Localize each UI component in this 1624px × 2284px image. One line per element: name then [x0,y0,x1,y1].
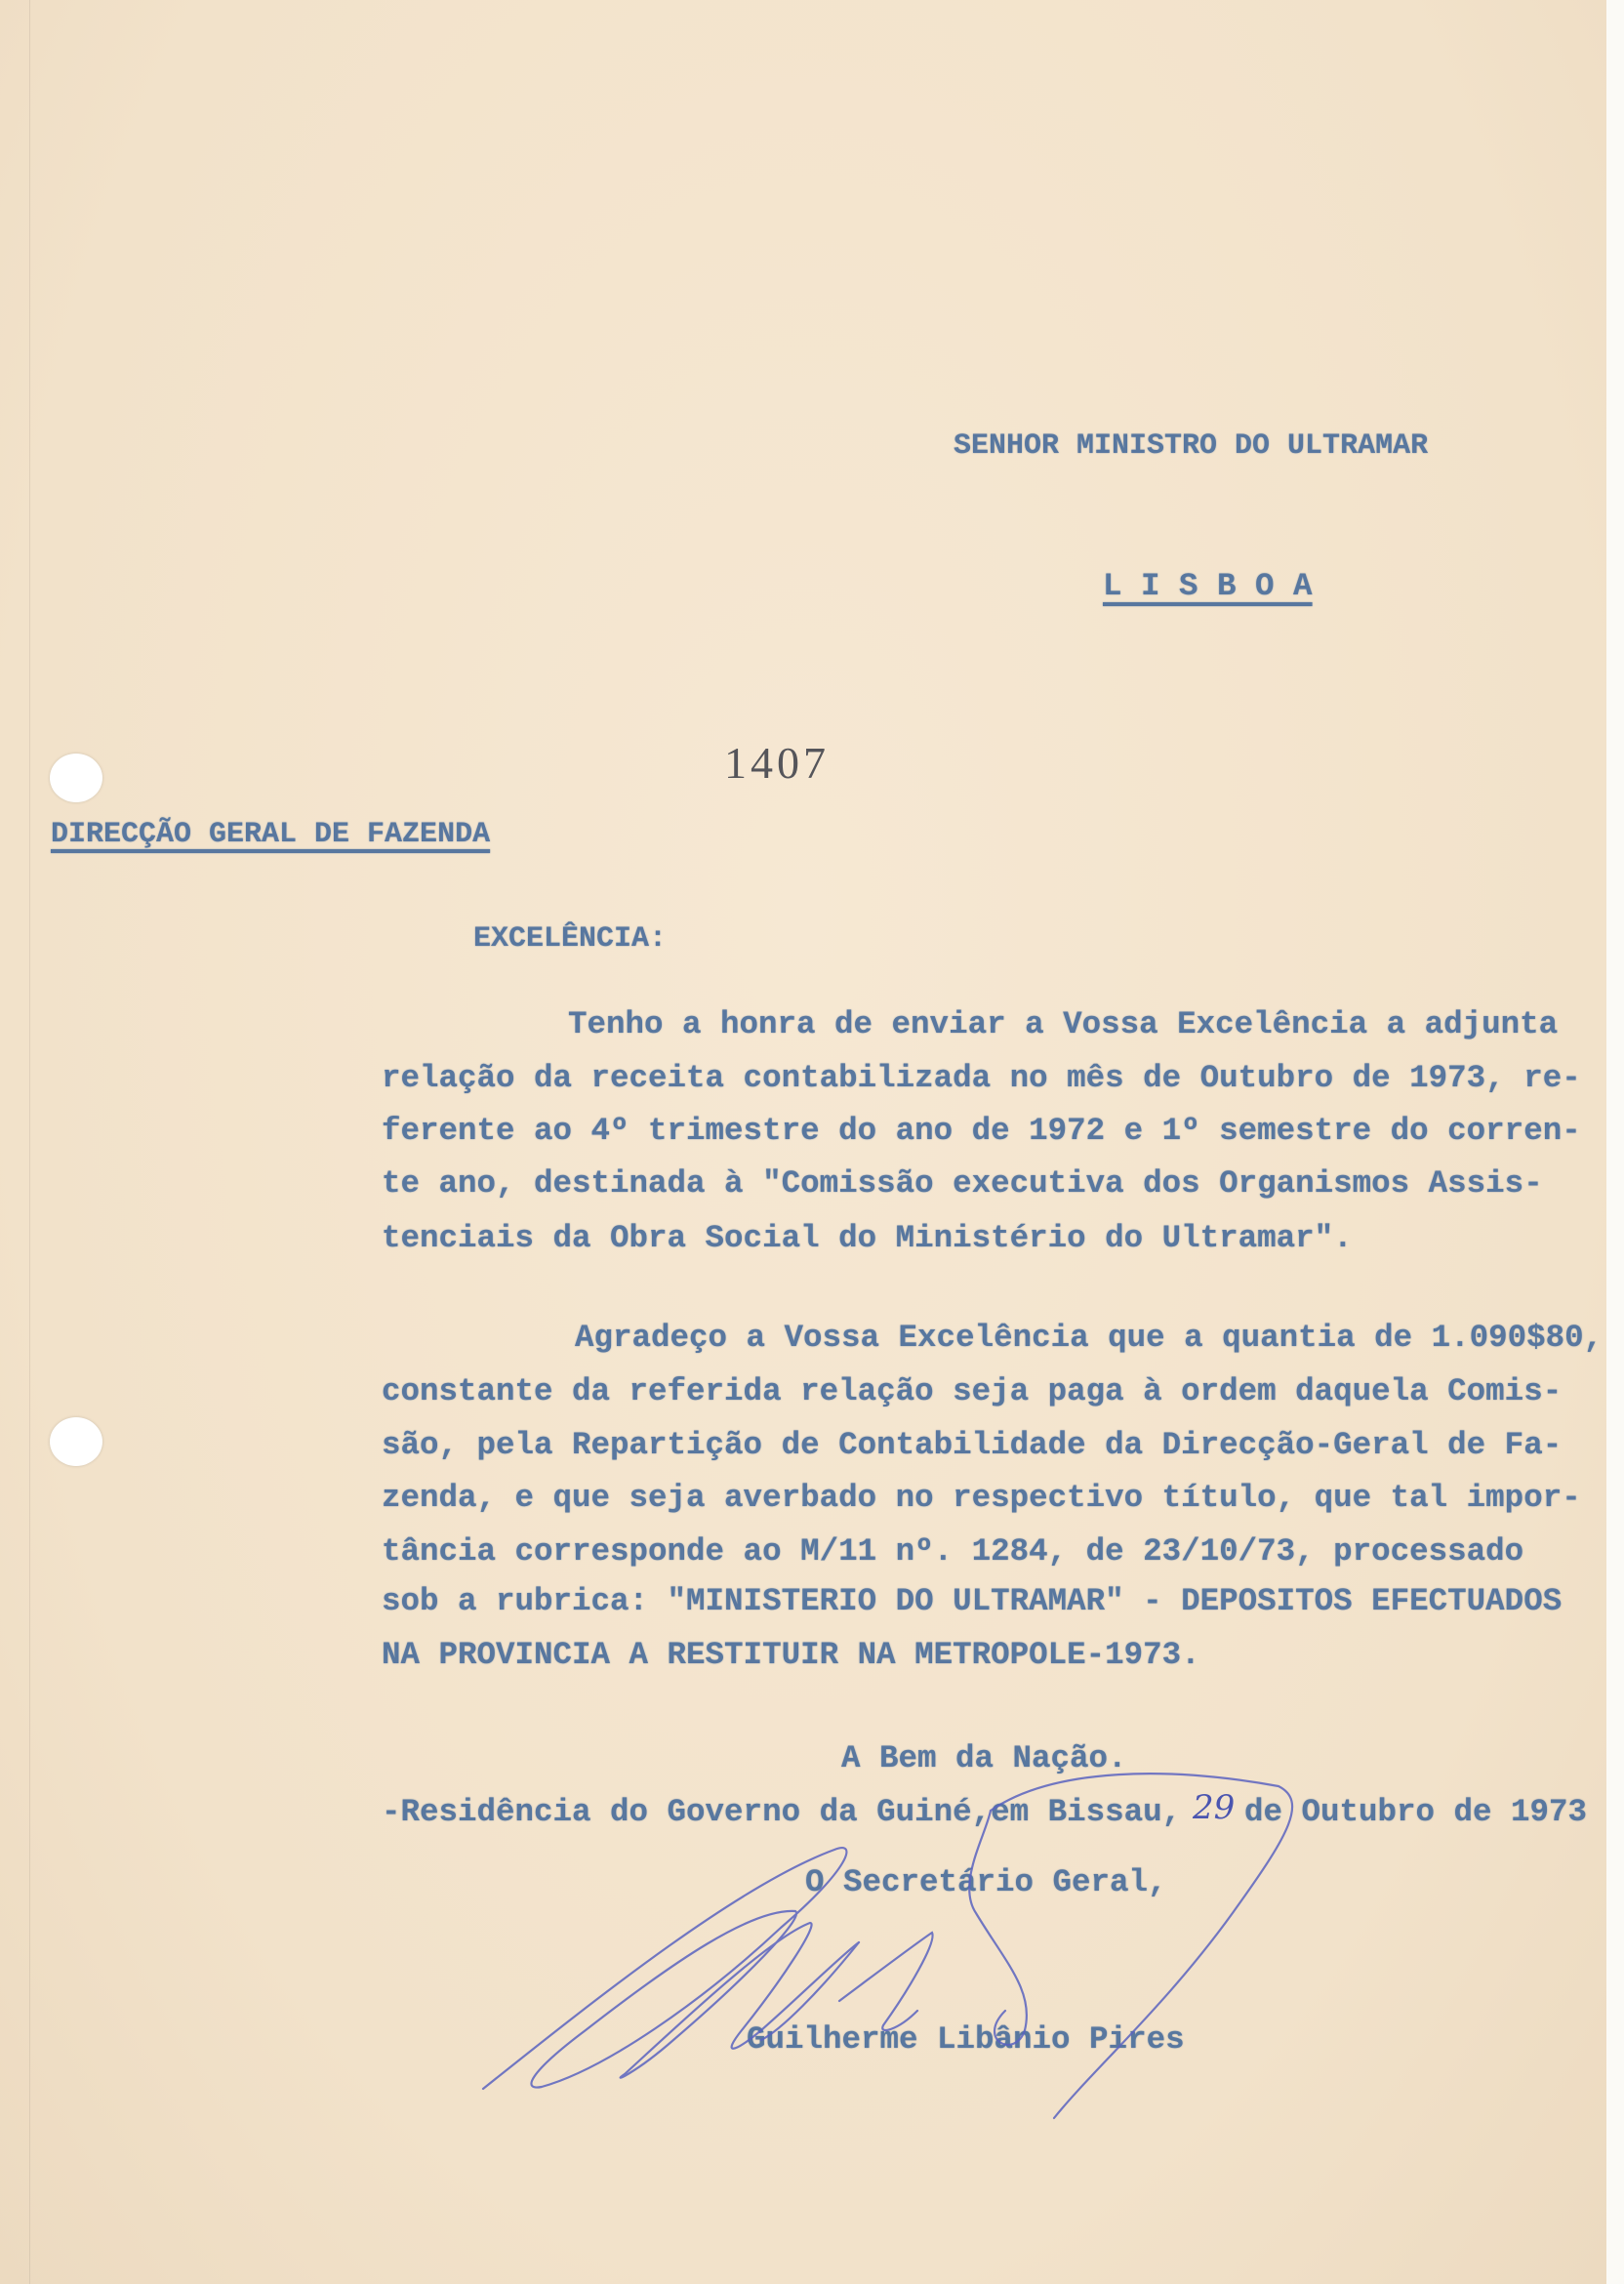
text-line: relação da receita contabilizada no mês de Outubro de 1973, re- [382,1060,1581,1096]
department: DIRECÇÃO GERAL DE FAZENDA [51,818,491,851]
salutation: EXCELÊNCIA: [473,922,668,956]
city: L I S B O A [1103,568,1313,604]
text-line: te ano, destinada à "Comissão executiva dos Organismos Assis- [382,1165,1543,1202]
punch-hole [50,1417,102,1466]
recipient: SENHOR MINISTRO DO ULTRAMAR [954,429,1429,463]
text-line: Tenho a honra de enviar a Vossa Excelência a adjunta [568,1006,1559,1042]
signatory-title: O Secretário Geral, [805,1864,1167,1900]
signatory-name: Guilherme Libânio Pires [747,2021,1185,2058]
text-line: tância corresponde ao M/11 nº. 1284, de 23/10/73, processado [382,1533,1524,1570]
text-line: zenda, e que seja averbado no respectivo título, que tal impor- [382,1480,1581,1516]
text-line: NA PROVINCIA A RESTITUIR NA METROPOLE-1973. [382,1637,1200,1673]
place-date-prefix: -Residência do Governo da Guiné,em Bissau, [382,1794,1182,1830]
text-line: constante da referida relação seja paga à ordem daquela Comis- [382,1373,1563,1409]
punch-hole [50,754,102,802]
text-line: tenciais da Obra Social do Ministério do Ultramar". [382,1220,1353,1256]
reference-number: 1407 [724,738,830,788]
text-line: são, pela Repartição de Contabilidade da Direcção-Geral de Fa- [382,1427,1563,1463]
text-line: ferente ao 4º trimestre do ano de 1972 e 1º semestre do corren- [382,1113,1581,1149]
handwritten-day: 29 [1193,1788,1236,1827]
closing: A Bem da Nação. [841,1740,1127,1776]
place-date-suffix: de Outubro de 1973 [1244,1794,1588,1830]
text-line: Agradeço a Vossa Excelência que a quantia de 1.090$80, [575,1320,1604,1356]
text-line: sob a rubrica: "MINISTERIO DO ULTRAMAR" - DEPOSITOS EFECTUADOS [382,1583,1563,1619]
